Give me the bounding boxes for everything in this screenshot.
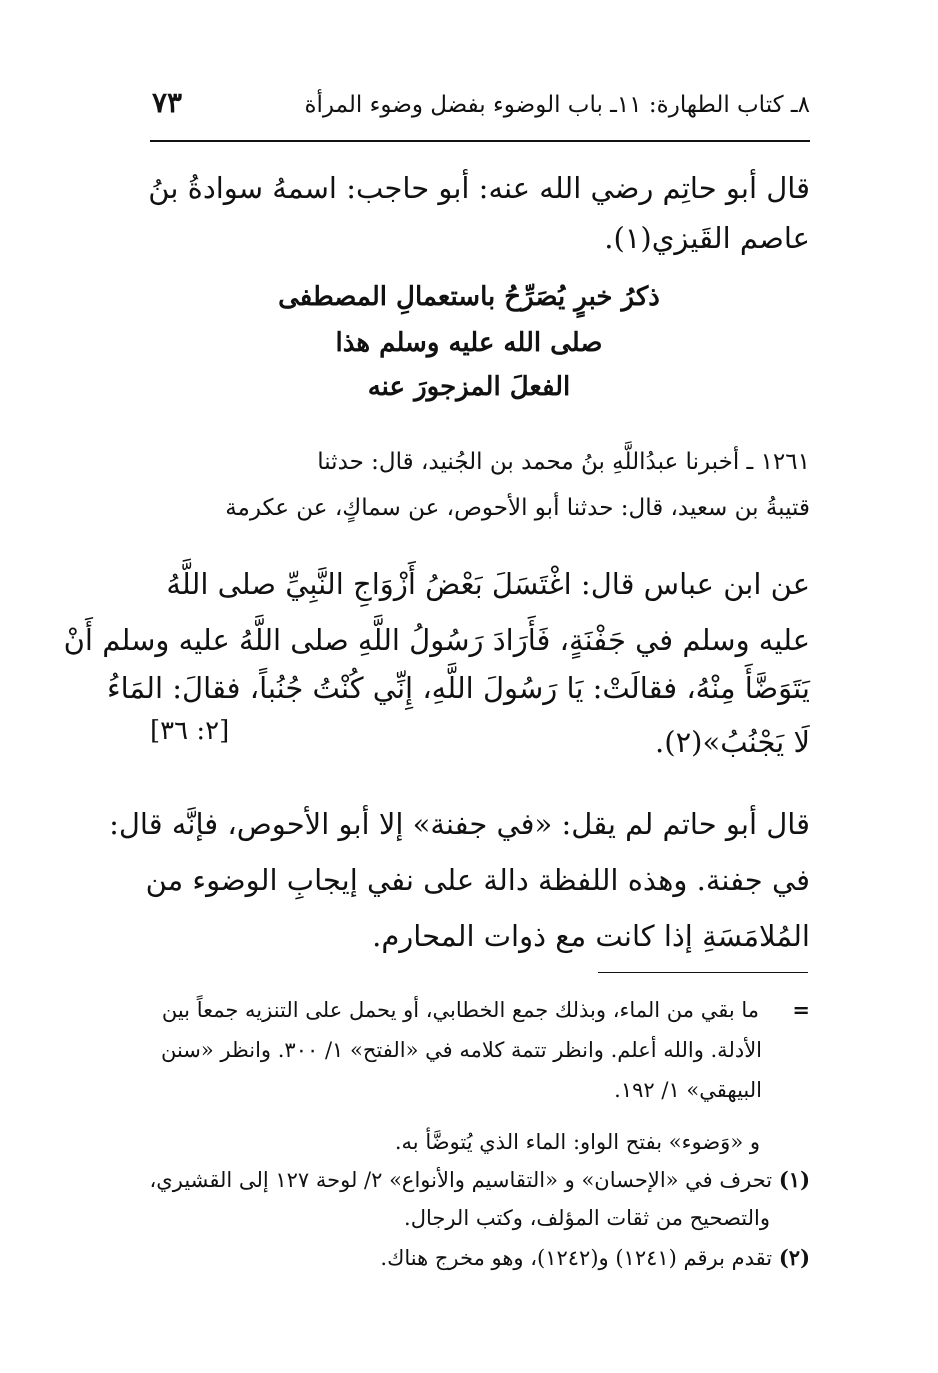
footnote-1-marker: (١) bbox=[778, 1167, 810, 1192]
hadith-text-line-2: عليه وسلم في جَفْنَةٍ، فَأَرَادَ رَسُولُ اللَّهِ صلى اللَّهُ عليه وسلم أَنْ bbox=[63, 623, 810, 657]
intro-line-2: عاصم القَيزي(١). bbox=[604, 221, 810, 255]
hadith-text-line-3: يَتَوَضَّأَ مِنْهُ، فقالَتْ: يَا رَسُولَ اللَّهِ، إِنِّي كُنْتُ جُنُباً، فقالَ: المَاءُ bbox=[106, 671, 810, 705]
running-header-title: ٨ـ كتاب الطهارة: ١١ـ باب الوضوء بفضل وضوء المرأة bbox=[304, 92, 810, 118]
commentary-line-2: في جفنة. وهذه اللفظة دالة على نفي إيجابِ الوضوء من bbox=[145, 863, 810, 897]
intro-line-1: قال أبو حاتِم رضي الله عنه: أبو حاجب: اسمهُ سوادةُ بنُ bbox=[148, 171, 810, 205]
chapter-heading-line-2: صلى الله عليه وسلم هذا bbox=[335, 328, 603, 358]
footnote-2-line-1 bbox=[380, 1238, 810, 1278]
footnote-continuation-line-1 bbox=[162, 990, 810, 1030]
hadith-chain-line-1: ١٢٦١ ـ أخبرنا عبدُاللَّهِ بنُ محمد بن الجُنيد، قال: حدثنا bbox=[317, 449, 810, 475]
hadith-chain-line-2: قتيبةُ بن سعيد، قال: حدثنا أبو الأحوص، عن سماكٍ، عن عكرمة bbox=[225, 495, 810, 521]
footnote-1-line-2: والتصحيح من ثقات المؤلف، وكتب الرجال. bbox=[404, 1206, 770, 1230]
chapter-heading-line-3: الفعلَ المزجورَ عنه bbox=[367, 372, 571, 402]
hadith-text-line-1: عن ابن عباس قال: اغْتَسَلَ بَعْضُ أَزْوَاجِ النَّبِيِّ صلى اللَّهُ bbox=[166, 567, 810, 601]
page-number: ٧٣ bbox=[152, 86, 183, 119]
header-rule bbox=[150, 140, 810, 142]
footnote-1-text-1: تحرف في «الإحسان» و «التقاسيم والأنواع» ٢/ لوحة ١٢٧ إلى القشيري، bbox=[149, 1168, 773, 1192]
commentary-line-3: المُلامَسَةِ إذا كانت مع ذوات المحارم. bbox=[372, 919, 810, 953]
footnote-wudu-note: و «وَضوء» بفتح الواو: الماء الذي يُتوضَّأ به. bbox=[394, 1130, 760, 1154]
commentary-line-1: قال أبو حاتم لم يقل: «في جفنة» إلا أبو الأحوص، فإنَّه قال: bbox=[109, 807, 810, 841]
footnote-1-line-1 bbox=[150, 1160, 810, 1200]
footnote-continuation-line-2: الأدلة. والله أعلم. وانظر تتمة كلامه في «الفتح» ١/ ٣٠٠. وانظر «سنن bbox=[160, 1038, 762, 1062]
hadith-text-line-4: لَا يَجْنُبُ»(٢). bbox=[655, 725, 810, 759]
hadith-citation: [٢: ٣٦] bbox=[150, 716, 230, 746]
footnote-rule bbox=[598, 972, 808, 973]
footnote-2-marker: (٢) bbox=[778, 1245, 810, 1270]
footnote-continuation-text-1: ما بقي من الماء، وبذلك جمع الخطابي، أو يحمل على التنزيه جمعاً بين bbox=[161, 998, 760, 1022]
chapter-heading-line-1: ذكرُ خبرٍ يُصَرِّحُ باستعمالِ المصطفى bbox=[278, 282, 660, 312]
footnote-continuation-line-3: البيهقي» ١/ ١٩٢. bbox=[614, 1078, 762, 1102]
footnote-2-text-1: تقدم برقم (١٢٤١) و(١٢٤٢)، وهو مخرج هناك. bbox=[380, 1246, 773, 1270]
continuation-marker: = bbox=[792, 997, 810, 1022]
